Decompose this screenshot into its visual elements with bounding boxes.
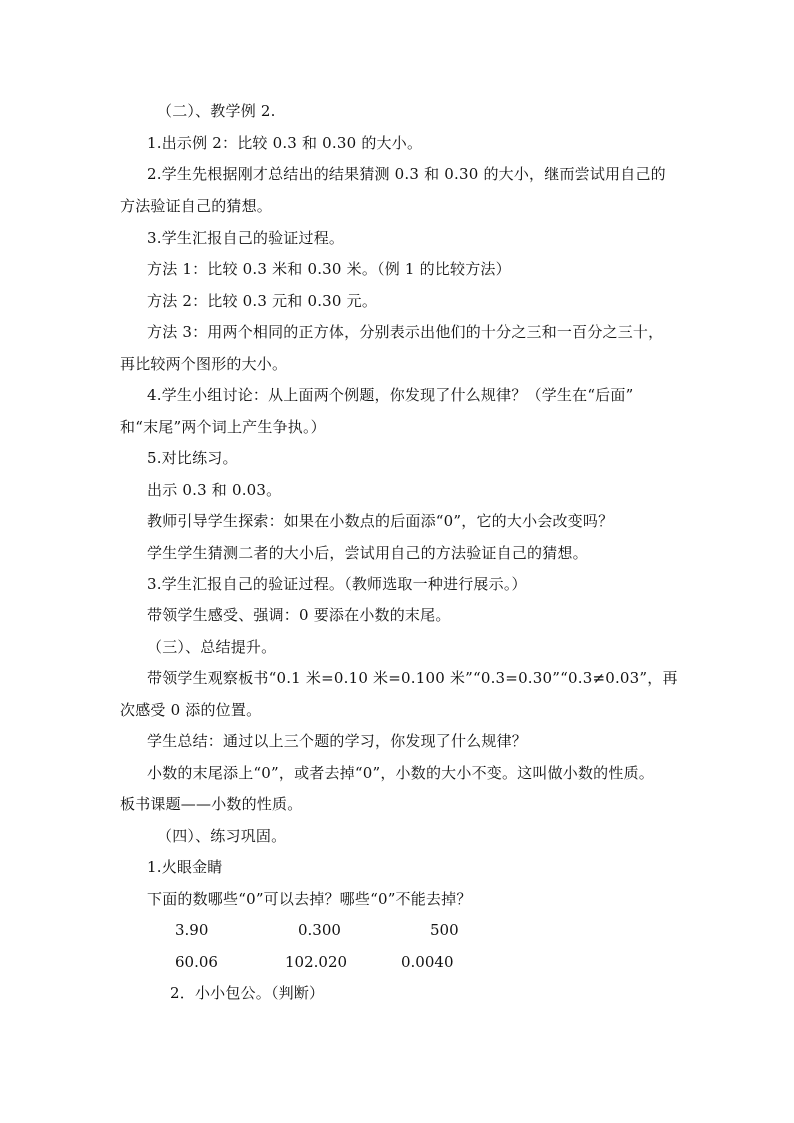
paragraph-continuation: 和“末尾”两个词上产生争执。）	[120, 418, 326, 436]
paragraph: 方法 1：比较 0.3 米和 0.30 米。（例 1 的比较方法）	[147, 260, 511, 278]
number-item: 60.06	[175, 953, 218, 971]
number-item: 0.0040	[401, 953, 454, 971]
paragraph-continuation: 板书课题——小数的性质。	[120, 795, 303, 813]
section-heading-3: （三）、总结提升。	[147, 638, 277, 656]
number-item: 0.300	[298, 921, 341, 939]
paragraph-continuation: 再比较两个图形的大小。	[120, 355, 288, 373]
paragraph: 3.学生汇报自己的验证过程。（教师选取一种进行展示。）	[147, 575, 527, 593]
paragraph: 1.出示例 2：比较 0.3 和 0.30 的大小。	[147, 134, 423, 152]
paragraph: 方法 3：用两个相同的正方体，分别表示出他们的十分之三和一百分之三十，	[147, 323, 664, 341]
number-item: 500	[430, 921, 459, 939]
paragraph: 小数的末尾添上“0”，或者去掉“0”，小数的大小不变。这叫做小数的性质。	[147, 764, 654, 782]
number-item: 3.90	[175, 921, 209, 939]
paragraph: 5.对比练习。	[147, 449, 238, 467]
paragraph-continuation: 次感受 0 添的位置。	[120, 701, 262, 719]
paragraph: 下面的数哪些“0”可以去掉？哪些“0”不能去掉？	[147, 890, 472, 908]
section-heading-4: （四）、练习巩固。	[157, 827, 287, 845]
paragraph: 3.学生汇报自己的验证过程。	[147, 229, 345, 247]
number-item: 102.020	[285, 953, 348, 971]
paragraph: 1.火眼金睛	[147, 858, 223, 876]
paragraph: 带领学生感受、强调：0 要添在小数的末尾。	[147, 606, 451, 624]
paragraph: 出示 0.3 和 0.03。	[147, 481, 282, 499]
section-heading-2: （二）、教学例 2.	[157, 102, 276, 120]
paragraph: 4.学生小组讨论：从上面两个例题，你发现了什么规律？（学生在“后面”	[147, 386, 634, 404]
paragraph: 学生学生猜测二者的大小后，尝试用自己的方法验证自己的猜想。	[147, 544, 588, 562]
paragraph: 带领学生观察板书“0.1 米=0.10 米=0.100 米”“0.3=0.30”“0.3≠0.03”，再	[147, 669, 678, 687]
paragraph-continuation: 方法验证自己的猜想。	[120, 197, 273, 215]
paragraph: 方法 2：比较 0.3 元和 0.30 元。	[147, 292, 378, 310]
paragraph: 学生总结：通过以上三个题的学习，你发现了什么规律？	[147, 732, 528, 750]
paragraph: 2．小小包公。（判断）	[170, 984, 325, 1002]
paragraph: 教师引导学生探索：如果在小数点的后面添“0”，它的大小会改变吗？	[147, 512, 614, 530]
paragraph: 2.学生先根据刚才总结出的结果猜测 0.3 和 0.30 的大小，继而尝试用自己的	[147, 165, 666, 183]
